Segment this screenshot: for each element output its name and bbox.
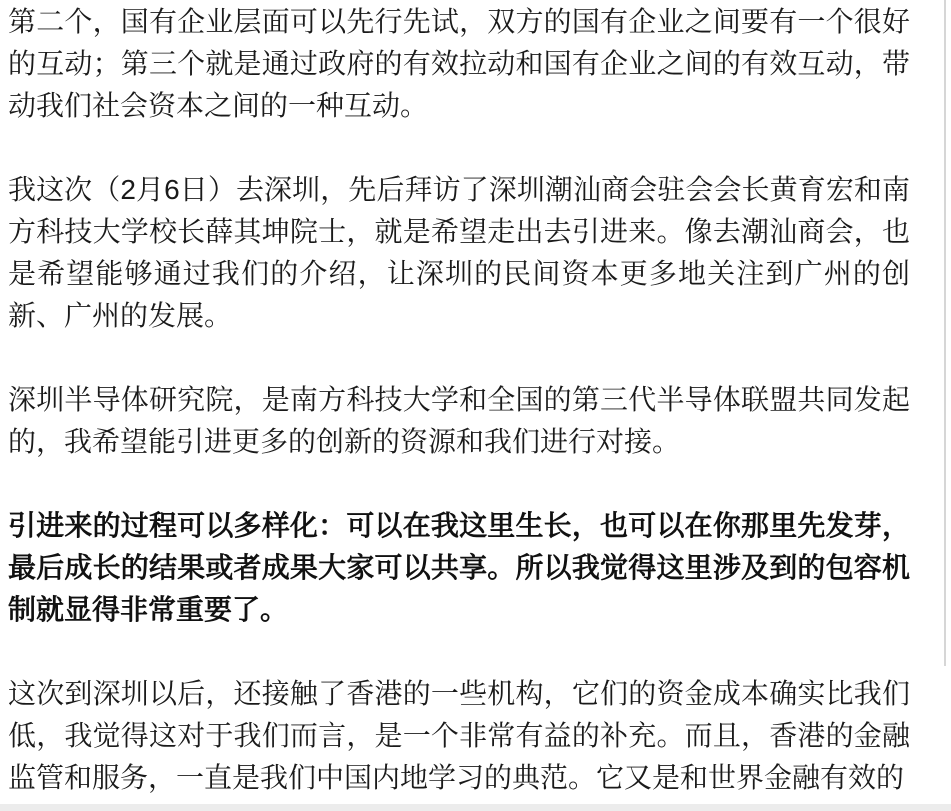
article-paragraph: 这次到深圳以后，还接触了香港的一些机构，它们的资金成本确实比我们低，我觉得这对于我们而言，是一个非常有益的补充。而且，香港的金融监管和服务，一直是我们中国内地学习的典范。它又是和世界金融有效的 — [8, 678, 910, 793]
bottom-bar — [0, 804, 951, 811]
article-paragraph: 我这次（2月6日）去深圳，先后拜访了深圳潮汕商会驻会会长黄育宏和南方科技大学校长薛其坤院士，就是希望走出去引进来。像去潮汕商会，也是希望能够通过我们的介绍，让深圳的民间资本更多地关注到广州的创新、广州的发展。 — [8, 174, 910, 331]
article-paragraph: 深圳半导体研究院，是南方科技大学和全国的第三代半导体联盟共同发起的，我希望能引进更多的创新的资源和我们进行对接。 — [8, 384, 910, 457]
article-body — [8, 1, 910, 799]
article-paragraph: 第二个，国有企业层面可以先行先试，双方的国有企业之间要有一个很好的互动；第三个就是通过政府的有效拉动和国有企业之间的有效互动，带动我们社会资本之间的一种互动。 — [8, 6, 910, 121]
scrollbar[interactable] — [944, 0, 946, 666]
article-paragraph: 引进来的过程可以多样化：可以在我这里生长，也可以在你那里先发芽，最后成长的结果或者成果大家可以共享。所以我觉得这里涉及到的包容机制就显得非常重要了。 — [8, 510, 910, 625]
